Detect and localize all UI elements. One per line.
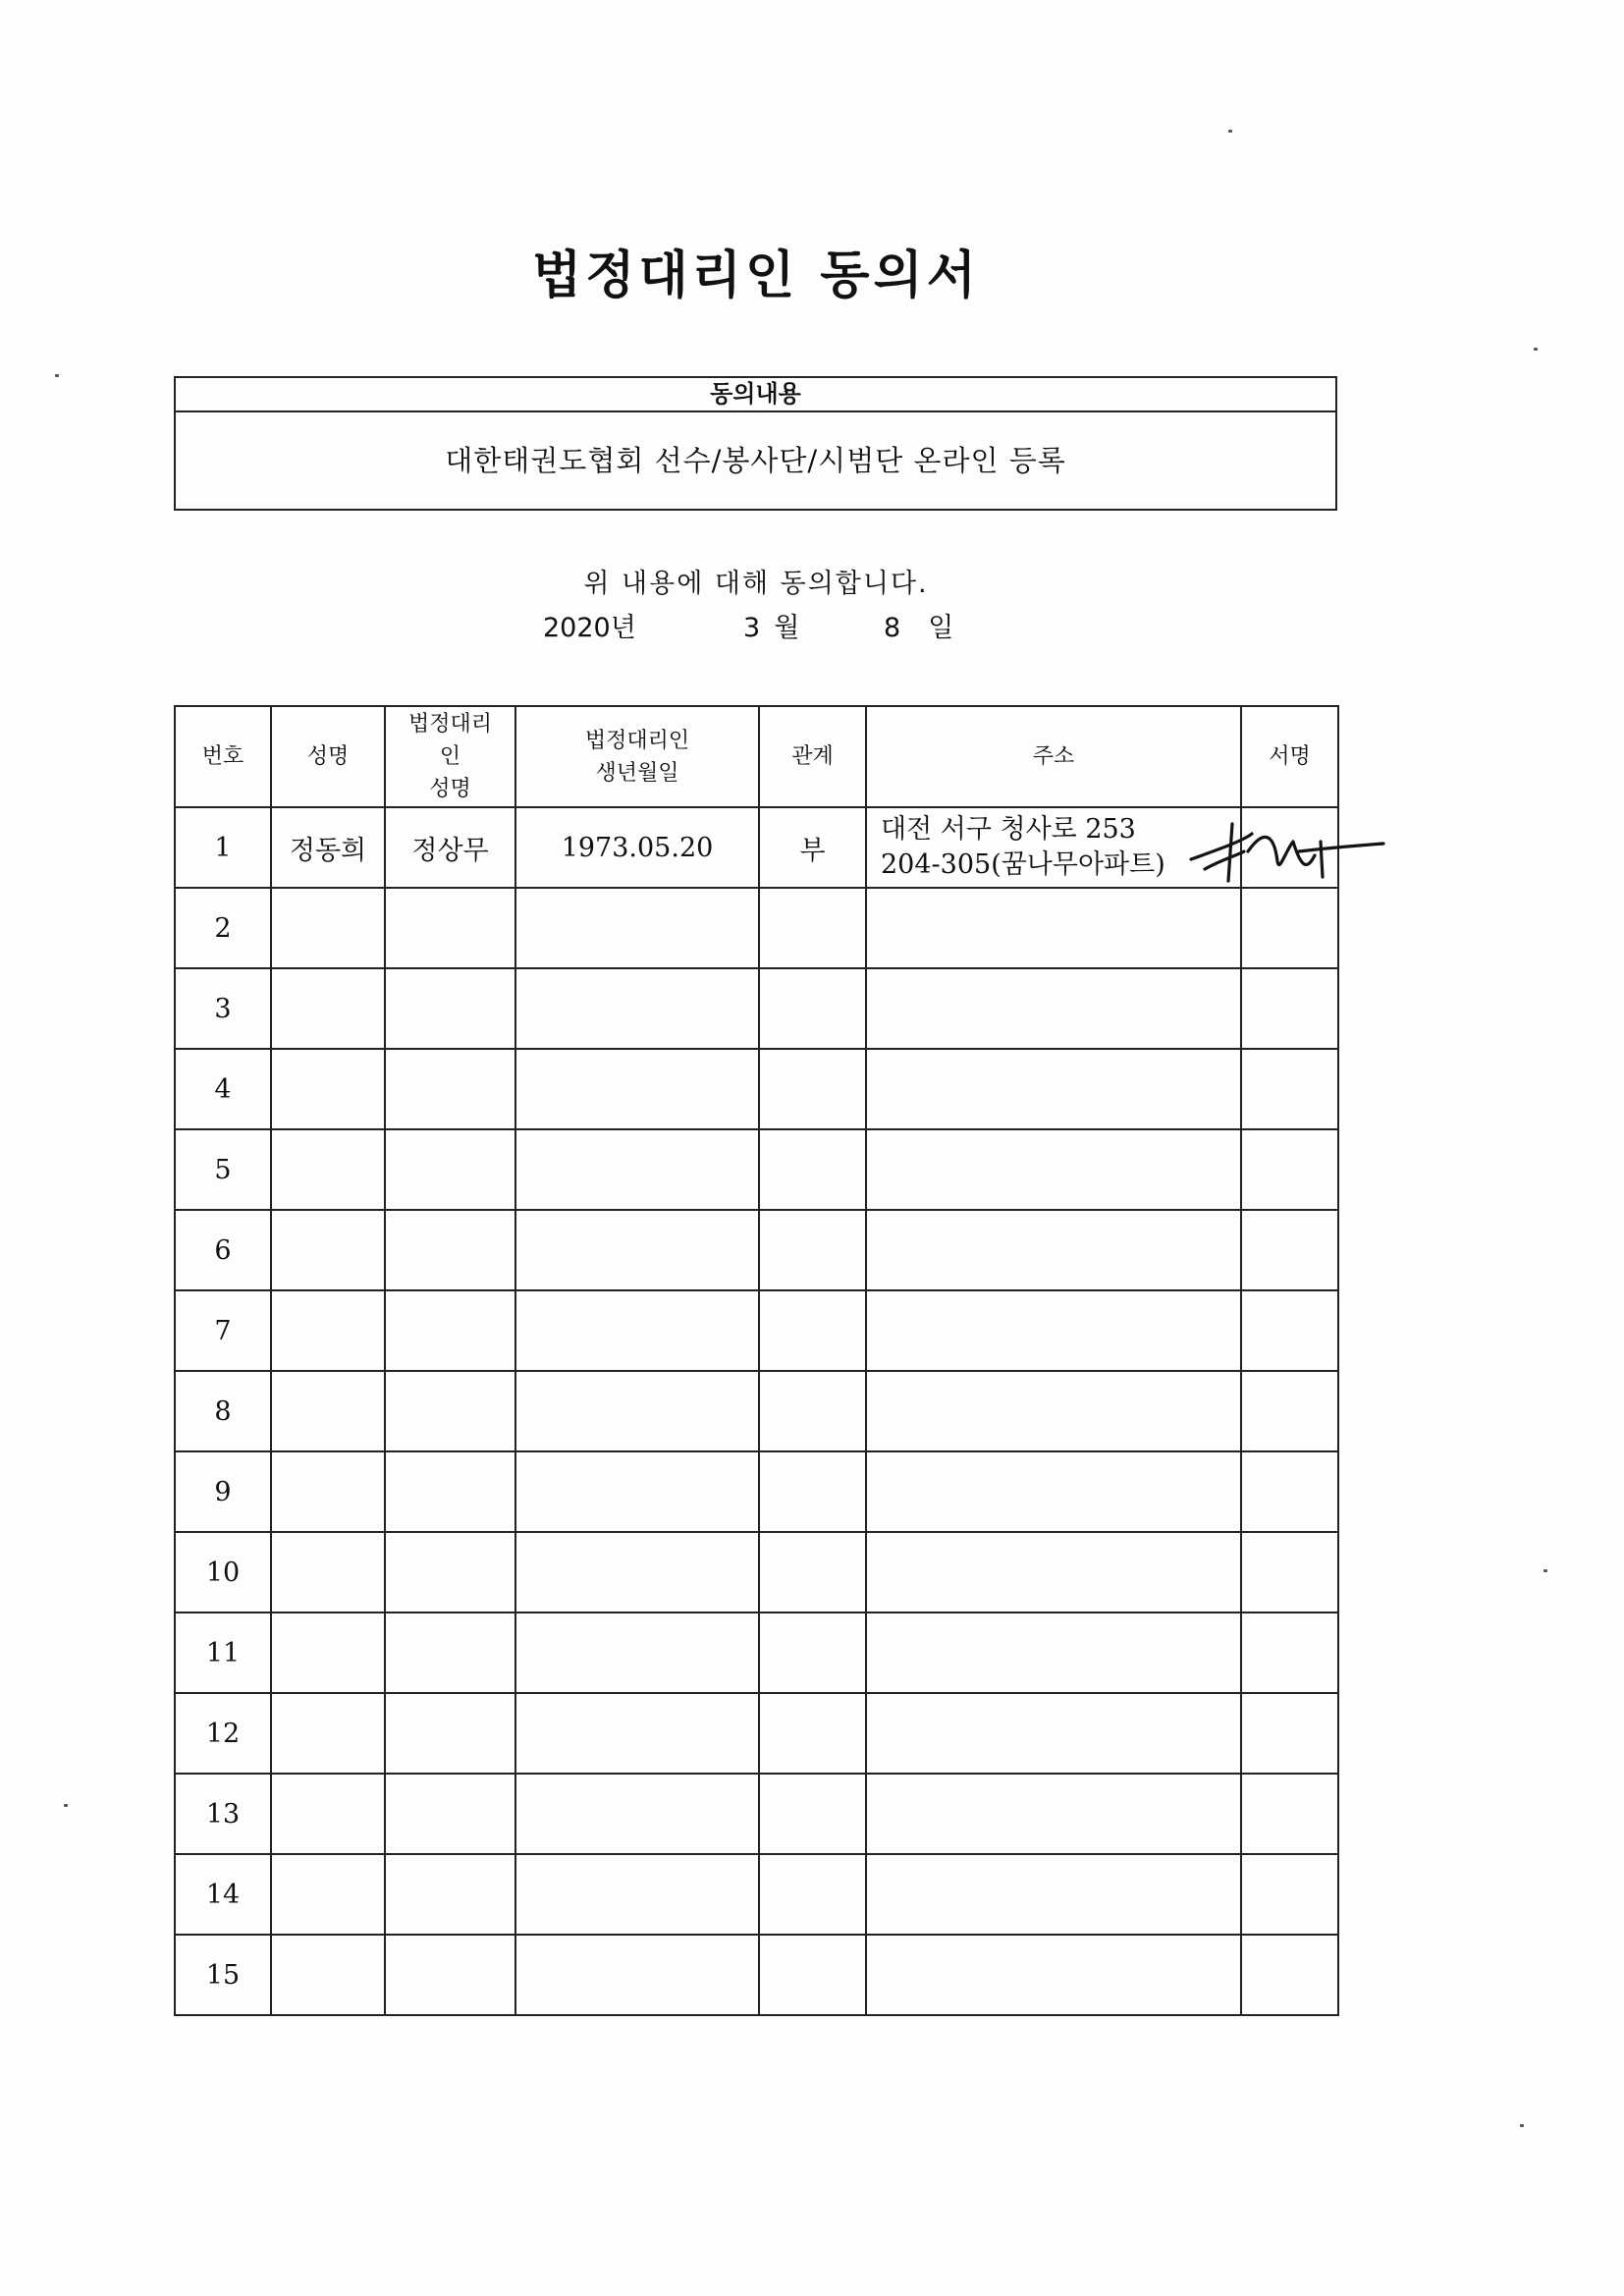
cell-guardian-birth bbox=[515, 1854, 759, 1935]
cell-relation bbox=[759, 1613, 866, 1693]
cell-address bbox=[866, 1290, 1241, 1371]
cell-signature bbox=[1241, 1854, 1338, 1935]
cell-signature bbox=[1241, 1935, 1338, 2015]
header-guardian-birth-line: 생년월일 bbox=[595, 760, 679, 786]
cell-signature bbox=[1241, 1210, 1338, 1290]
cell-no: 8 bbox=[175, 1371, 271, 1451]
cell-guardian-name bbox=[385, 1613, 515, 1693]
table-row bbox=[175, 1935, 1338, 2015]
header-guardian-name-line: 성명 bbox=[429, 777, 471, 801]
date-month bbox=[743, 606, 799, 644]
cell-guardian-name bbox=[385, 1049, 515, 1129]
scan-speck bbox=[64, 1804, 68, 1807]
date-year: 2020년 bbox=[543, 613, 636, 643]
cell-signature bbox=[1241, 1049, 1338, 1129]
cell-name: 정동희 bbox=[271, 807, 385, 888]
cell-name bbox=[271, 1532, 385, 1613]
cell-relation bbox=[759, 1210, 866, 1290]
cell-relation bbox=[759, 1693, 866, 1774]
cell-guardian-birth bbox=[515, 1935, 759, 2015]
consent-box bbox=[174, 376, 1337, 511]
cell-name bbox=[271, 1613, 385, 1693]
cell-no: 4 bbox=[175, 1049, 271, 1129]
cell-no: 5 bbox=[175, 1129, 271, 1210]
cell-name bbox=[271, 1935, 385, 2015]
cell-guardian-name bbox=[385, 1371, 515, 1451]
header-guardian-name-line: 인 bbox=[439, 744, 461, 769]
date-day-unit: 일 bbox=[928, 613, 954, 643]
cell-no: 1 bbox=[175, 807, 271, 888]
cell-relation bbox=[759, 1290, 866, 1371]
table-body bbox=[175, 807, 1338, 2015]
cell-guardian-name bbox=[385, 1210, 515, 1290]
date-day bbox=[884, 606, 953, 644]
cell-guardian-name bbox=[385, 1532, 515, 1613]
cell-address bbox=[866, 1693, 1241, 1774]
scan-speck bbox=[55, 374, 59, 377]
header-guardian-name bbox=[385, 706, 515, 807]
table-row bbox=[175, 888, 1338, 968]
cell-guardian-birth bbox=[515, 968, 759, 1049]
cell-relation bbox=[759, 1854, 866, 1935]
cell-guardian-birth bbox=[515, 888, 759, 968]
cell-guardian-birth bbox=[515, 1451, 759, 1532]
cell-signature bbox=[1241, 1613, 1338, 1693]
cell-name bbox=[271, 1854, 385, 1935]
cell-relation bbox=[759, 1774, 866, 1854]
address-line: 204-305(꿈나무아파트) bbox=[881, 849, 1165, 880]
table-row bbox=[175, 1129, 1338, 1210]
cell-no: 9 bbox=[175, 1451, 271, 1532]
cell-address bbox=[866, 1049, 1241, 1129]
date-month-unit: 월 bbox=[774, 613, 800, 643]
table-row bbox=[175, 1613, 1338, 1693]
cell-address bbox=[866, 1854, 1241, 1935]
cell-name bbox=[271, 1774, 385, 1854]
scan-speck bbox=[1534, 348, 1538, 351]
cell-address bbox=[866, 1613, 1241, 1693]
cell-signature bbox=[1241, 1451, 1338, 1532]
table-row bbox=[175, 1532, 1338, 1613]
cell-guardian-name bbox=[385, 1774, 515, 1854]
cell-guardian-birth bbox=[515, 1049, 759, 1129]
cell-no: 13 bbox=[175, 1774, 271, 1854]
header-signature: 서명 bbox=[1241, 706, 1338, 807]
cell-name bbox=[271, 1129, 385, 1210]
scan-speck bbox=[1543, 1569, 1547, 1572]
header-no: 번호 bbox=[175, 706, 271, 807]
table-row bbox=[175, 1854, 1338, 1935]
cell-guardian-birth bbox=[515, 1290, 759, 1371]
cell-guardian-name: 정상무 bbox=[385, 807, 515, 888]
cell-guardian-name bbox=[385, 1451, 515, 1532]
cell-relation bbox=[759, 888, 866, 968]
cell-guardian-name bbox=[385, 1693, 515, 1774]
cell-address bbox=[866, 807, 1241, 888]
cell-name bbox=[271, 1371, 385, 1451]
table-row bbox=[175, 1451, 1338, 1532]
cell-relation bbox=[759, 1129, 866, 1210]
address-line: 대전 서구 청사로 253 bbox=[881, 814, 1136, 845]
table-row bbox=[175, 1290, 1338, 1371]
cell-no: 12 bbox=[175, 1693, 271, 1774]
cell-relation bbox=[759, 1049, 866, 1129]
cell-signature bbox=[1241, 1693, 1338, 1774]
cell-name bbox=[271, 1693, 385, 1774]
date-month-value: 3 bbox=[743, 613, 761, 643]
table-row bbox=[175, 1371, 1338, 1451]
cell-guardian-name bbox=[385, 888, 515, 968]
table-row bbox=[175, 968, 1338, 1049]
cell-address bbox=[866, 968, 1241, 1049]
cell-guardian-birth bbox=[515, 1613, 759, 1693]
header-guardian-birth-line: 법정대리인 bbox=[584, 728, 690, 753]
cell-guardian-birth bbox=[515, 1774, 759, 1854]
cell-signature bbox=[1241, 807, 1338, 888]
agreement-statement: 위 내용에 대해 동의합니다. bbox=[583, 569, 929, 599]
cell-relation bbox=[759, 1451, 866, 1532]
cell-guardian-name bbox=[385, 1935, 515, 2015]
cell-signature bbox=[1241, 968, 1338, 1049]
cell-signature bbox=[1241, 1532, 1338, 1613]
cell-relation bbox=[759, 1532, 866, 1613]
cell-signature bbox=[1241, 1129, 1338, 1210]
cell-no: 2 bbox=[175, 888, 271, 968]
cell-relation bbox=[759, 1371, 866, 1451]
cell-address bbox=[866, 1935, 1241, 2015]
cell-no: 15 bbox=[175, 1935, 271, 2015]
cell-no: 14 bbox=[175, 1854, 271, 1935]
consent-heading: 동의내용 bbox=[176, 378, 1335, 412]
cell-no: 6 bbox=[175, 1210, 271, 1290]
cell-no: 11 bbox=[175, 1613, 271, 1693]
cell-signature bbox=[1241, 1290, 1338, 1371]
table-row bbox=[175, 1693, 1338, 1774]
guardian-consent-table bbox=[174, 705, 1339, 2016]
header-relation: 관계 bbox=[759, 706, 866, 807]
cell-name bbox=[271, 1210, 385, 1290]
cell-guardian-name bbox=[385, 1290, 515, 1371]
cell-address bbox=[866, 1532, 1241, 1613]
table-row bbox=[175, 1774, 1338, 1854]
cell-signature bbox=[1241, 1371, 1338, 1451]
cell-relation bbox=[759, 968, 866, 1049]
cell-relation bbox=[759, 1935, 866, 2015]
date-day-value: 8 bbox=[884, 613, 901, 643]
cell-guardian-name bbox=[385, 1854, 515, 1935]
cell-no: 3 bbox=[175, 968, 271, 1049]
cell-address bbox=[866, 1129, 1241, 1210]
cell-address bbox=[866, 1774, 1241, 1854]
cell-guardian-birth bbox=[515, 1371, 759, 1451]
scan-speck bbox=[1520, 2124, 1524, 2127]
cell-no: 10 bbox=[175, 1532, 271, 1613]
cell-name bbox=[271, 968, 385, 1049]
cell-guardian-name bbox=[385, 1129, 515, 1210]
cell-guardian-name bbox=[385, 968, 515, 1049]
cell-relation: 부 bbox=[759, 807, 866, 888]
cell-address bbox=[866, 1371, 1241, 1451]
cell-name bbox=[271, 1451, 385, 1532]
cell-address bbox=[866, 1210, 1241, 1290]
cell-name bbox=[271, 888, 385, 968]
cell-guardian-birth bbox=[515, 1532, 759, 1613]
cell-guardian-birth bbox=[515, 1129, 759, 1210]
consent-content: 대한태권도협회 선수/봉사단/시범단 온라인 등록 bbox=[445, 444, 1066, 477]
cell-guardian-birth: 1973.05.20 bbox=[515, 807, 759, 888]
header-guardian-name-line: 법정대리 bbox=[407, 712, 492, 737]
header-guardian-birth bbox=[515, 706, 759, 807]
scan-speck bbox=[1228, 130, 1232, 133]
cell-no: 7 bbox=[175, 1290, 271, 1371]
cell-guardian-birth bbox=[515, 1210, 759, 1290]
table-row bbox=[175, 1210, 1338, 1290]
cell-guardian-birth bbox=[515, 1693, 759, 1774]
header-address: 주소 bbox=[866, 706, 1241, 807]
cell-address bbox=[866, 1451, 1241, 1532]
table-row bbox=[175, 807, 1338, 888]
document-title: 법정대리인 동의서 bbox=[532, 246, 980, 305]
cell-name bbox=[271, 1290, 385, 1371]
header-name: 성명 bbox=[271, 706, 385, 807]
table-header-row bbox=[175, 706, 1338, 807]
cell-address bbox=[866, 888, 1241, 968]
cell-signature bbox=[1241, 888, 1338, 968]
cell-signature bbox=[1241, 1774, 1338, 1854]
table-row bbox=[175, 1049, 1338, 1129]
cell-name bbox=[271, 1049, 385, 1129]
